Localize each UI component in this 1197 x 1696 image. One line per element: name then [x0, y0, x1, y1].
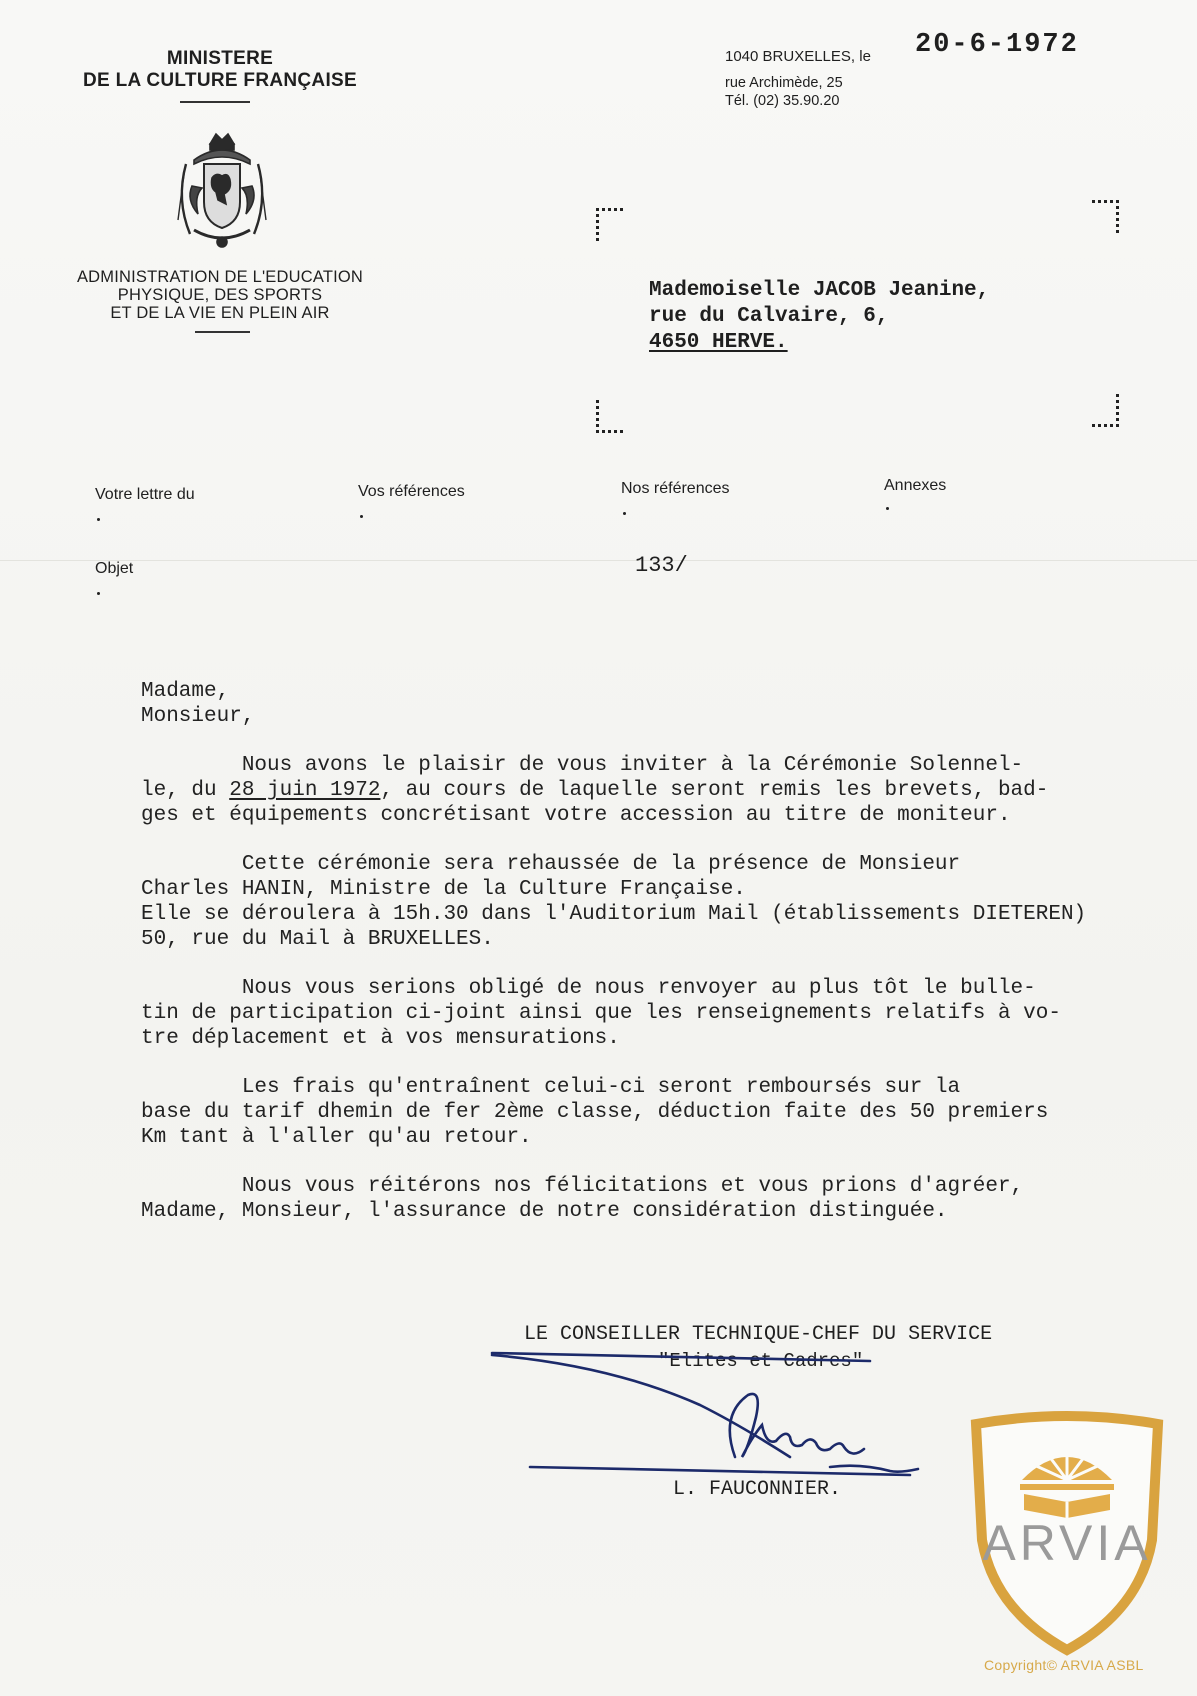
ministry-line-2: DE LA CULTURE FRANÇAISE [83, 70, 357, 91]
letter-date: 20-6-1972 [915, 30, 1079, 60]
recipient-city: 4650 HERVE. [649, 331, 788, 354]
paragraph-2-line-2: Charles HANIN, Ministre de la Culture Française. [141, 878, 746, 901]
sender-phone: Tél. (02) 35.90.20 [725, 93, 840, 109]
paragraph-2-line-3: Elle se déroulera à 15h.30 dans l'Auditorium Mail (établissements DIETEREN) [141, 903, 1087, 926]
paragraph-3-line-2: tin de participation ci-joint ainsi que les renseignements relatifs à vo- [141, 1002, 1061, 1025]
copyright-notice: Copyright© ARVIA ASBL [984, 1657, 1144, 1673]
paper-fold [0, 560, 1197, 561]
admin-line-3: ET DE LA VIE EN PLEIN AIR [110, 304, 330, 322]
sender-place: 1040 BRUXELLES, le [725, 48, 871, 65]
your-letter-label: Votre lettre du [95, 486, 195, 503]
field-dot [97, 518, 100, 521]
belgian-coat-of-arms-icon [172, 130, 272, 254]
salutation-1: Madame, [141, 680, 230, 703]
your-references-label: Vos références [358, 483, 465, 500]
text-fragment: , au cours de laquelle seront remis les brevets, bad- [380, 779, 1049, 802]
ceremony-date: 28 juin 1972 [229, 779, 381, 802]
subject-label: Objet [95, 560, 134, 577]
ministry-name [70, 48, 370, 92]
field-dot [97, 592, 100, 595]
salutation-2: Monsieur, [141, 705, 255, 728]
paragraph-2-line-1: Cette cérémonie sera rehaussée de la présence de Monsieur [141, 853, 961, 876]
header-divider [180, 101, 250, 103]
administration-name [60, 268, 380, 322]
field-dot [886, 507, 889, 510]
admin-line-2: PHYSIQUE, DES SPORTS [117, 286, 323, 304]
our-references-label: Nos références [621, 480, 730, 497]
letter-body [141, 679, 1141, 1224]
handwritten-signature-icon [490, 1345, 920, 1495]
admin-line-1: ADMINISTRATION DE L'EDUCATION [76, 268, 364, 286]
our-reference-value: 133/ [635, 553, 688, 578]
arvia-logo-text: ARVIA [982, 1515, 1152, 1571]
paragraph-5-line-2: Madame, Monsieur, l'assurance de notre considération distinguée. [141, 1200, 948, 1223]
recipient-street: rue du Calvaire, 6, [649, 305, 889, 328]
paragraph-3-line-1: Nous vous serions obligé de nous renvoyer au plus tôt le bulle- [141, 977, 1036, 1000]
window-corner-bottom-right [1092, 394, 1119, 427]
recipient-name: Mademoiselle JACOB Jeanine, [649, 279, 990, 302]
paragraph-4-line-2: base du tarif dhemin de fer 2ème classe, déduction faite des 50 premiers [141, 1101, 1049, 1124]
sender-address: rue Archimède, 25 [725, 75, 843, 91]
field-dot [360, 515, 363, 518]
paragraph-1-line-1: Nous avons le plaisir de vous inviter à la Cérémonie Solennel- [141, 754, 1024, 777]
paragraph-4-line-1: Les frais qu'entraînent celui-ci seront remboursés sur la [141, 1076, 961, 1099]
paragraph-1-line-3: ges et équipements concrétisant votre accession au titre de moniteur. [141, 804, 1011, 827]
admin-divider [195, 331, 250, 333]
window-corner-top-right [1092, 200, 1119, 233]
signatory-name: L. FAUCONNIER. [673, 1478, 842, 1501]
annexes-label: Annexes [884, 477, 947, 494]
text-fragment: le, du [141, 779, 230, 802]
window-corner-top-left [596, 208, 623, 241]
service-name: "Elites et Cadres" [658, 1350, 864, 1372]
paragraph-3-line-3: tre déplacement et à vos mensurations. [141, 1027, 620, 1050]
field-dot [623, 512, 626, 515]
signatory-title: LE CONSEILLER TECHNIQUE-CHEF DU SERVICE [524, 1323, 993, 1346]
ministry-line-1: MINISTERE [166, 48, 274, 69]
paragraph-4-line-3: Km tant à l'aller qu'au retour. [141, 1126, 532, 1149]
window-corner-bottom-left [596, 400, 623, 433]
paragraph-5-line-1: Nous vous réitérons nos félicitations et vous prions d'agréer, [141, 1175, 1024, 1198]
paragraph-2-line-4: 50, rue du Mail à BRUXELLES. [141, 928, 494, 951]
recipient-address [649, 278, 989, 356]
paragraph-1-line-2 [141, 778, 1141, 803]
